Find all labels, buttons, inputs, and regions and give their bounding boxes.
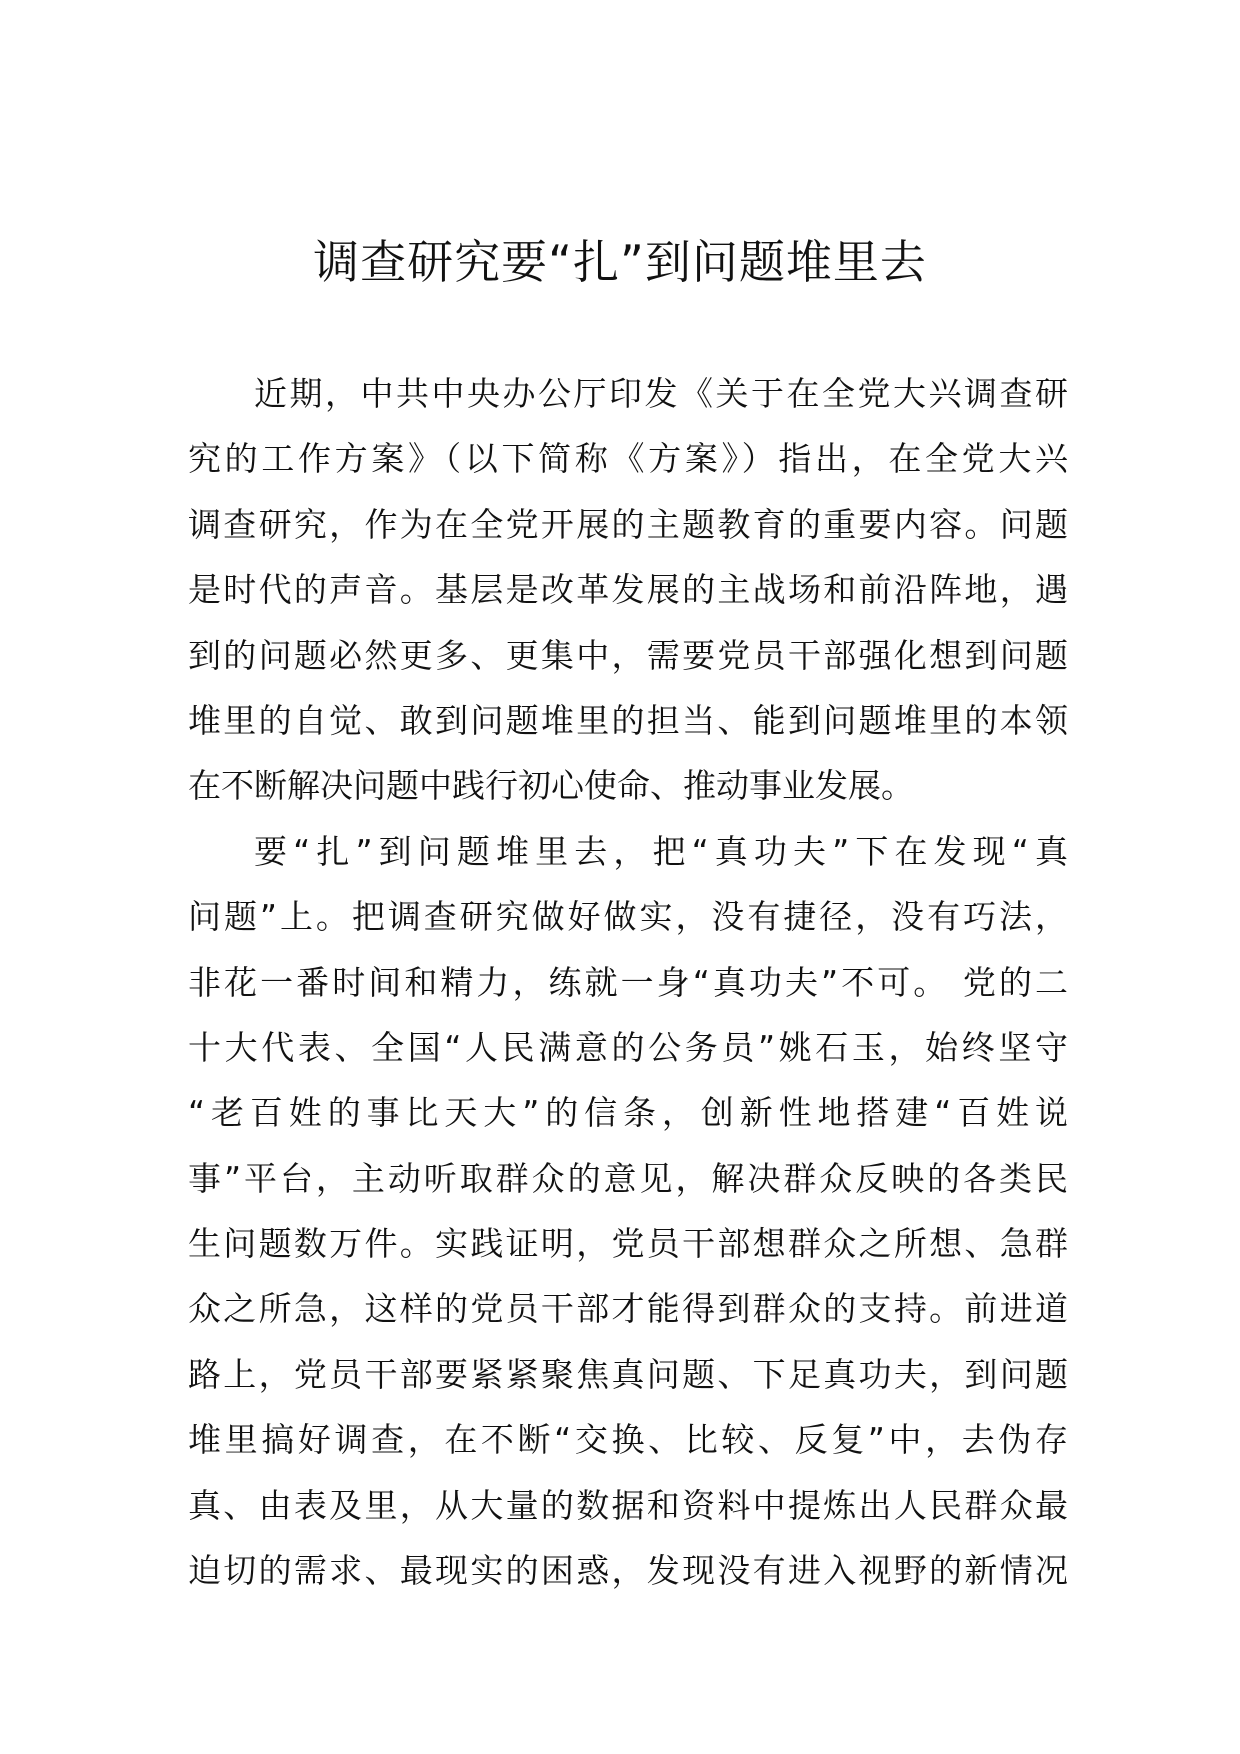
document-body bbox=[188, 361, 1068, 1603]
paragraph-line: “老百姓的事比天大”的信条，创新性地搭建“百姓说 bbox=[188, 1093, 1068, 1133]
paragraph-line: 生问题数万件。实践证明，党员干部想群众之所想、急群 bbox=[188, 1224, 1068, 1264]
paragraph-line: 是时代的声音。基层是改革发展的主战场和前沿阵地，遇 bbox=[188, 570, 1068, 610]
paragraph-2 bbox=[188, 819, 1068, 1604]
paragraph-line: 众之所急，这样的党员干部才能得到群众的支持。前进道 bbox=[188, 1289, 1068, 1329]
paragraph-line: 十大代表、全国“人民满意的公务员”姚石玉，始终坚守 bbox=[188, 1027, 1068, 1067]
document-title: 调查研究要“扎”到问题堆里去 bbox=[313, 235, 927, 289]
paragraph-line: 问题”上。把调查研究做好做实，没有捷径，没有巧法， bbox=[188, 897, 1068, 937]
paragraph-line: 路上，党员干部要紧紧聚焦真问题、下足真功夫，到问题 bbox=[188, 1354, 1068, 1394]
paragraph-line: 到的问题必然更多、更集中，需要党员干部强化想到问题 bbox=[188, 635, 1068, 675]
paragraph-1 bbox=[188, 361, 1068, 819]
paragraph-line: 要“扎”到问题堆里去，把“真功夫”下在发现“真 bbox=[254, 831, 1068, 871]
paragraph-line: 堆里搞好调查，在不断“交换、比较、反复”中，去伪存 bbox=[188, 1420, 1068, 1460]
paragraph-line: 事”平台，主动听取群众的意见，解决群众反映的各类民 bbox=[188, 1158, 1068, 1198]
paragraph-line: 非花一番时间和精力，练就一身“真功夫”不可。 党的二 bbox=[188, 962, 1068, 1002]
paragraph-line: 在不断解决问题中践行初心使命、推动事业发展。 bbox=[188, 766, 914, 806]
paragraph-line: 调查研究，作为在全党开展的主题教育的重要内容。问题 bbox=[188, 504, 1068, 544]
paragraph-line: 究的工作方案》（以下简称《方案》）指出，在全党大兴 bbox=[188, 439, 1068, 479]
paragraph-line: 近期，中共中央办公厅印发《关于在全党大兴调查研 bbox=[254, 374, 1068, 413]
paragraph-line: 堆里的自觉、敢到问题堆里的担当、能到问题堆里的本领 bbox=[188, 700, 1068, 740]
paragraph-line: 迫切的需求、最现实的困惑，发现没有进入视野的新情况 bbox=[188, 1551, 1068, 1591]
paragraph-line: 真、由表及里，从大量的数据和资料中提炼出人民群众最 bbox=[188, 1485, 1068, 1525]
